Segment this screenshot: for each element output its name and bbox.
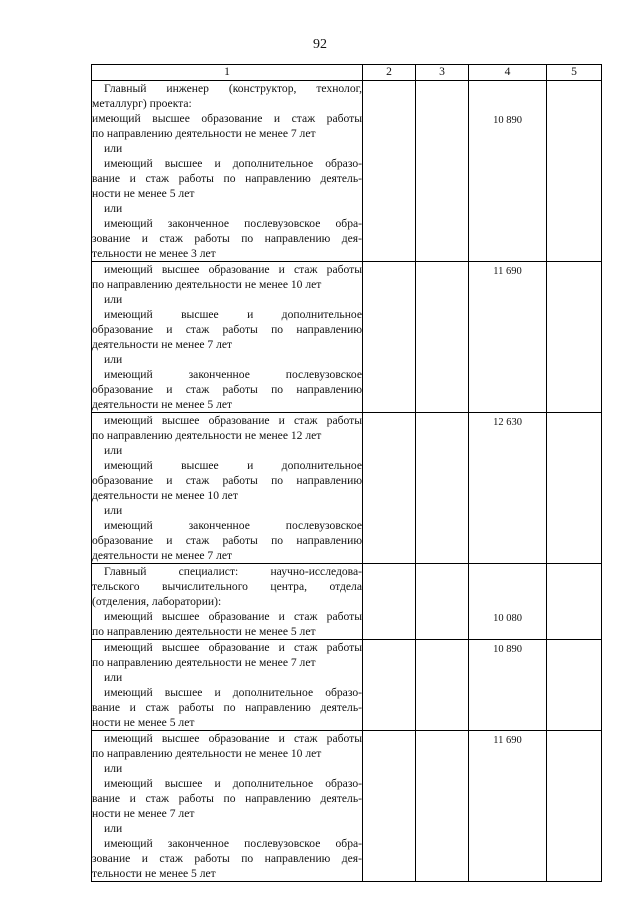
- column-5-cell: [547, 81, 602, 262]
- salary-table: [91, 64, 602, 882]
- description-line: имеющий высшее и дополнительное: [104, 308, 362, 321]
- salary-amount: 11 690: [493, 266, 522, 277]
- salary-amount-cell: [469, 413, 547, 564]
- description-line: Главный инженер (конструктор, технолог,: [104, 82, 362, 95]
- description-line: по направлению деятельности не менее 10 лет: [92, 747, 322, 760]
- description-line: или: [104, 202, 123, 215]
- description-line: имеющий законченное послевузовское: [104, 368, 362, 381]
- salary-amount-cell: [469, 262, 547, 413]
- salary-amount: 10 890: [493, 644, 522, 655]
- description-line: имеющий высшее образование и стаж работы: [104, 263, 362, 276]
- description-line: имеющий высшее образование и стаж работы: [92, 112, 362, 125]
- description-line: (отделения, лаборатории):: [92, 595, 222, 608]
- column-header-2: 2: [363, 65, 416, 81]
- description-line: деятельности не менее 7 лет: [92, 338, 233, 351]
- position-description-cell: [92, 640, 363, 731]
- description-line: зование и стаж работы по направлению дея-: [92, 232, 362, 245]
- table-row: [92, 731, 602, 882]
- column-5-cell: [547, 262, 602, 413]
- description-line: имеющий законченное послевузовское обра-: [104, 837, 362, 850]
- description-line: деятельности не менее 10 лет: [92, 489, 238, 502]
- description-line: образование и стаж работы по направлению: [92, 383, 362, 396]
- column-3-cell: [416, 413, 469, 564]
- page-number: 92: [313, 37, 327, 52]
- description-line: или: [104, 293, 123, 306]
- column-3-cell: [416, 262, 469, 413]
- description-line: имеющий законченное послевузовское: [104, 519, 362, 532]
- description-line: или: [104, 504, 123, 517]
- table-row: [92, 413, 602, 564]
- description-line: тельности не менее 3 лет: [92, 247, 216, 260]
- column-header-4: 4: [469, 65, 547, 81]
- description-line: или: [104, 353, 123, 366]
- salary-amount: 10 890: [493, 115, 522, 126]
- table-row: [92, 640, 602, 731]
- column-2-cell: [363, 413, 416, 564]
- description-line: тельности не менее 5 лет: [92, 867, 216, 880]
- table-row: [92, 81, 602, 262]
- description-line: ности не менее 5 лет: [92, 187, 195, 200]
- description-line: имеющий высшее образование и стаж работы: [104, 641, 362, 654]
- description-line: или: [104, 444, 123, 457]
- table-row: [92, 564, 602, 640]
- description-line: вание и стаж работы по направлению деятель-: [92, 792, 362, 805]
- table-header-row: [92, 65, 602, 81]
- description-line: металлург) проекта:: [92, 97, 192, 110]
- table-row: [92, 262, 602, 413]
- column-header-1: 1: [92, 65, 363, 81]
- salary-amount-cell: [469, 564, 547, 640]
- column-2-cell: [363, 81, 416, 262]
- column-3-cell: [416, 81, 469, 262]
- description-line: имеющий законченное послевузовское обра-: [104, 217, 362, 230]
- salary-amount-cell: [469, 640, 547, 731]
- column-5-cell: [547, 640, 602, 731]
- column-5-cell: [547, 564, 602, 640]
- column-5-cell: [547, 731, 602, 882]
- description-line: деятельности не менее 7 лет: [92, 549, 233, 562]
- description-line: зование и стаж работы по направлению дея-: [92, 852, 362, 865]
- position-description-cell: [92, 413, 363, 564]
- column-2-cell: [363, 564, 416, 640]
- column-3-cell: [416, 640, 469, 731]
- column-3-cell: [416, 731, 469, 882]
- description-line: образование и стаж работы по направлению: [92, 474, 362, 487]
- description-line: или: [104, 142, 123, 155]
- column-5-cell: [547, 413, 602, 564]
- salary-amount-cell: [469, 81, 547, 262]
- column-2-cell: [363, 262, 416, 413]
- position-description-cell: [92, 262, 363, 413]
- column-2-cell: [363, 731, 416, 882]
- description-line: или: [104, 762, 123, 775]
- salary-amount-cell: [469, 731, 547, 882]
- description-line: ности не менее 7 лет: [92, 807, 195, 820]
- description-line: имеющий высшее и дополнительное: [104, 459, 362, 472]
- description-line: имеющий высшее и дополнительное образо-: [104, 777, 362, 790]
- column-header-3: 3: [416, 65, 469, 81]
- column-2-cell: [363, 640, 416, 731]
- salary-amount: 10 080: [493, 613, 522, 624]
- description-line: по направлению деятельности не менее 5 лет: [92, 625, 316, 638]
- description-line: по направлению деятельности не менее 7 лет: [92, 127, 316, 140]
- column-header-5: 5: [547, 65, 602, 81]
- description-line: образование и стаж работы по направлению: [92, 534, 362, 547]
- position-description-cell: [92, 564, 363, 640]
- description-line: по направлению деятельности не менее 12 лет: [92, 429, 322, 442]
- description-line: имеющий высшее образование и стаж работы: [104, 414, 362, 427]
- description-line: по направлению деятельности не менее 10 лет: [92, 278, 322, 291]
- description-line: деятельности не менее 5 лет: [92, 398, 233, 411]
- description-line: имеющий высшее и дополнительное образо-: [104, 686, 362, 699]
- description-line: Главный специалист: научно-исследова-: [104, 565, 362, 578]
- position-description-cell: [92, 81, 363, 262]
- column-3-cell: [416, 564, 469, 640]
- position-description-cell: [92, 731, 363, 882]
- description-line: или: [104, 822, 123, 835]
- salary-amount: 11 690: [493, 735, 522, 746]
- description-line: тельского вычислительного центра, отдела: [92, 580, 362, 593]
- description-line: имеющий высшее образование и стаж работы: [104, 732, 362, 745]
- description-line: или: [104, 671, 123, 684]
- description-line: имеющий высшее и дополнительное образо-: [104, 157, 362, 170]
- description-line: по направлению деятельности не менее 7 лет: [92, 656, 316, 669]
- table-body: [92, 81, 602, 882]
- description-line: вание и стаж работы по направлению деятель-: [92, 172, 362, 185]
- description-line: имеющий высшее образование и стаж работы: [104, 610, 362, 623]
- salary-amount: 12 630: [493, 417, 522, 428]
- description-line: ности не менее 5 лет: [92, 716, 195, 729]
- description-line: вание и стаж работы по направлению деятель-: [92, 701, 362, 714]
- description-line: образование и стаж работы по направлению: [92, 323, 362, 336]
